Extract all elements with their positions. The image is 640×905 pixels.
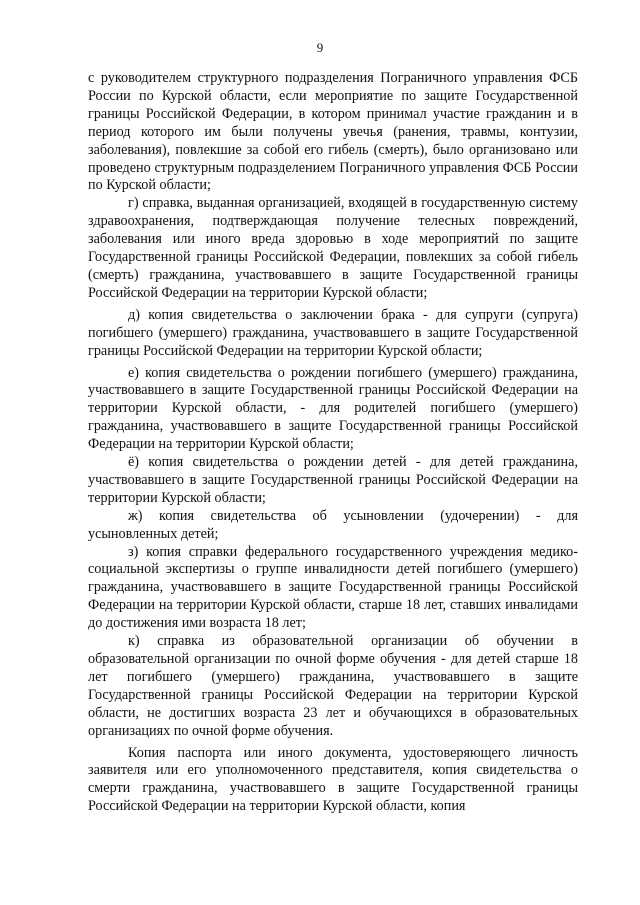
page-number: 9 (316, 40, 324, 55)
paragraph-item-k: к) справка из образовательной организации об обучении в образовательной организации по очной форме обучения - для детей старше 18 лет погибшего (умершего) гражданина, участвовавшего в защите Государственной границы Российской Федерации на территории Курской области, не достигших возраста 23 лет и обучающихся в образовательных организациях по очной форме обучения. (88, 633, 578, 739)
paragraph-item-z: з) копия справки федерального государственного учреждения медико-социальной экспертизы о группе инвалидности детей погибшего (умершего) гражданина, участвовавшего в защите Государственной границы Российской Федерации на территории Курской области, старше 18 лет, ставших инвалидами до достижения ими возраста 18 лет; (88, 543, 578, 632)
paragraph-item-zh: ж) копия свидетельства об усыновлении (удочерении) - для усыновленных детей; (88, 507, 578, 542)
paragraph-continuation: с руководителем структурного подразделения Пограничного управления ФСБ России по Курской области, если мероприятие по защите Государственной границы Российской Федерации, в котором принимал участие гражданин и в период которого им были получены увечья (ранения, травмы, контузии, заболевания), повлекшие за собой его гибель (смерть), было организовано или проведено структурным подразделением Пограничного управления ФСБ России по Курской области; (88, 70, 578, 194)
paragraph-item-g: г) справка, выданная организацией, входящей в государственную систему здравоохранения, подтверждающая получение телесных повреждений, заболевания или иного вреда здоровью в ходе мероприятий по защите Государственной границы Российской Федерации, повлекших за собой гибель (смерть) гражданина, участвовавшего в защите Государственной границы Российской Федерации на территории Курской области; (88, 195, 578, 301)
paragraph-item-d: д) копия свидетельства о заключении брака - для супруги (супруга) погибшего (умершего) гражданина, участвовавшего в защите Государственной границы Российской Федерации на территории Курской области; (88, 306, 578, 359)
paragraph-item-e: е) копия свидетельства о рождении погибшего (умершего) гражданина, участвовавшего в защите Государственной границы Российской Федерации на территории Курской области, - для родителей погибшего (умершего) гражданина, участвовавшего в защите Государственной границы Российской Федерации на территории Курской области; (88, 364, 578, 453)
paragraph-item-yo: ё) копия свидетельства о рождении детей - для детей гражданина, участвовавшего в защите Государственной границы Российской Федерации на территории Курской области; (88, 454, 578, 506)
paragraph-passport-copy: Копия паспорта или иного документа, удостоверяющего личность заявителя или его уполномоченного представителя, копия свидетельства о смерти гражданина, участвовавшего в защите Государственной границы Российской Федерации на территории Курской области, копия (88, 744, 578, 815)
document-body (88, 70, 578, 816)
